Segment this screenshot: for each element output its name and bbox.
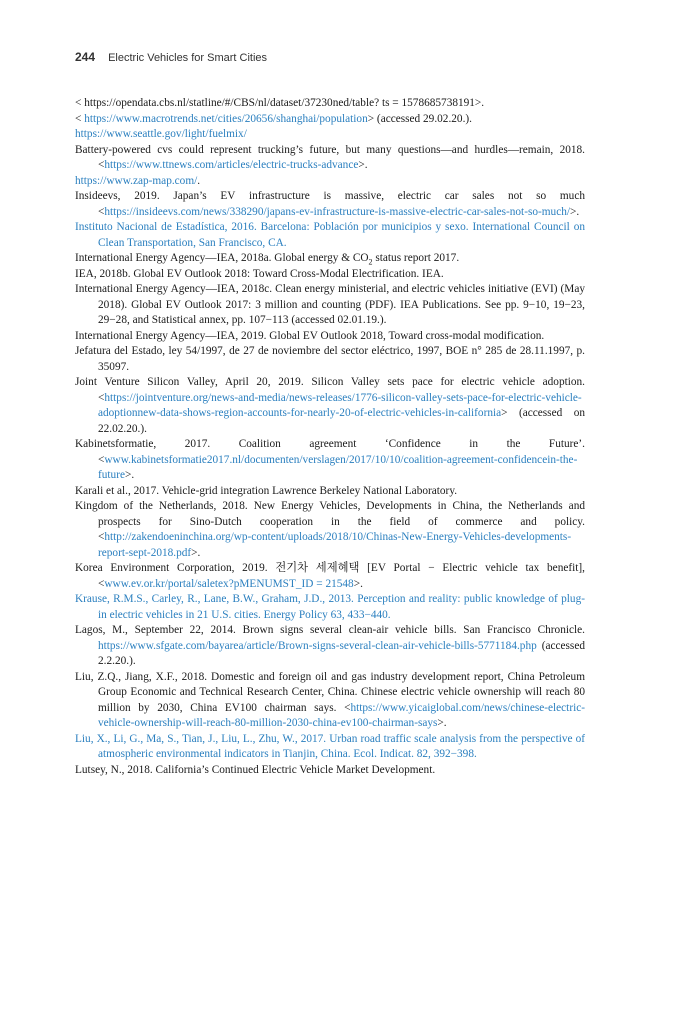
reference-entry — [75, 499, 585, 561]
reference-entry — [75, 763, 585, 779]
reference-url-link[interactable]: www.ev.or.kr/portal/saletex?pMENUMST_ID = 21548 — [104, 577, 354, 590]
reference-linked-citation[interactable]: Liu, X., Li, G., Ma, S., Tian, J., Liu, L., Zhu, W., 2017. Urban road traffic scale analysis from the perspective of atmospheric environmental indicators in Tianjin, China. Ecol. Indicat. 82, 392−398. — [75, 732, 585, 760]
reference-text: >. — [570, 205, 580, 218]
reference-linked-citation[interactable]: Instituto Nacional de Estadística, 2016. Barcelona: Población por municipios y sexo. International Council on Clean Transportation, San Francisco, CA. — [75, 221, 585, 249]
reference-entry — [75, 484, 585, 500]
reference-entry — [75, 251, 585, 267]
reference-text: >. — [124, 469, 135, 481]
running-header — [75, 50, 267, 64]
reference-text: >. — [353, 577, 363, 590]
reference-url-link[interactable]: www.kabinetsformatie2017.nl/documenten/verslagen/2017/10/10/coalition-agreement-confidencein-the-future — [98, 453, 578, 481]
reference-text: International Energy Agency—IEA, 2018a. Global energy & CO — [75, 252, 369, 264]
reference-entry — [75, 561, 585, 592]
reference-entry — [75, 329, 585, 345]
reference-list — [75, 96, 585, 778]
reference-url-link[interactable]: https://www.sfgate.com/bayarea/article/Brown-signs-several-clean-air-vehicle-bills-5771184.php — [98, 639, 537, 652]
reference-url-link[interactable]: https://www.macrotrends.net/cities/20656/shanghai/population — [84, 112, 368, 125]
reference-entry — [75, 592, 585, 623]
reference-url-link[interactable]: https://www.zap-map.com/ — [75, 174, 198, 187]
reference-text: Korea Environment Corporation, 2019. 전기차 세제혜택 [EV Portal − Electric vehicle tax benefit], < — [75, 562, 585, 590]
reference-text: >. — [437, 717, 447, 729]
reference-text: < — [75, 112, 85, 125]
reference-entry — [75, 143, 585, 174]
reference-text: >. — [358, 159, 368, 171]
reference-text: International Energy Agency—IEA, 2018c. Clean energy ministerial, and electric vehicles initiative (EVI) (May 2018). Global EV Outlook 2017: 3 million and counting (PDF). IEA Publications. See pp. 9−10, 19−23, 29−28, and Statistical annex, pp. 107−113 (accessed 02.01.19.). — [75, 283, 585, 326]
reference-entry — [75, 375, 585, 437]
reference-text: International Energy Agency—IEA, 2019. Global EV Outlook 2018, Toward cross-modal modification. — [75, 329, 545, 342]
reference-entry — [75, 437, 585, 484]
reference-text: >. — [191, 546, 201, 559]
reference-url-link[interactable]: https://www.seattle.gov/light/fuelmix/ — [75, 128, 247, 140]
reference-url-link[interactable]: https://www.yicaiglobal.com/news/chinese-electric-vehicle-ownership-will-reach-80-million-2030-china-ev100-chairman-says — [98, 701, 585, 729]
reference-url-link[interactable]: https://jointventure.org/news-and-media/news-releases/1776-silicon-valley-sets-pace-for-electric-vehicle-adoptionnew-data-shows-region-accounts-for-nearly-20-of-electric-vehicles-in-california — [98, 391, 582, 419]
reference-entry — [75, 174, 585, 190]
reference-entry — [75, 670, 585, 732]
subscript: 2 — [368, 257, 373, 267]
reference-entry — [75, 112, 585, 128]
reference-entry — [75, 282, 585, 329]
reference-text: Liu, Z.Q., Jiang, X.F., 2018. Domestic and foreign oil and gas industry development report, China Petroleum Group Economic and Technical Research Center, China. Chinese electric vehicle ownership will reach 80 million by 2030, China EV100 chairman says. < — [75, 670, 585, 714]
reference-entry — [75, 267, 585, 283]
reference-text: Insideevs, 2019. Japan’s EV infrastructure is massive, electric car sales not so much < — [75, 190, 585, 218]
reference-entry — [75, 732, 585, 763]
reference-text: Lagos, M., September 22, 2014. Brown signs several clean-air vehicle bills. San Francisco Chronicle. — [75, 624, 585, 636]
reference-entry — [75, 623, 585, 670]
reference-entry — [75, 220, 585, 251]
reference-url-link[interactable]: https://insideevs.com/news/338290/japans-ev-infrastructure-is-massive-electric-car-sales-not-so-much/ — [104, 205, 570, 218]
reference-text: IEA, 2018b. Global EV Outlook 2018: Toward Cross-Modal Electrification. IEA. — [75, 267, 444, 280]
reference-text: Lutsey, N., 2018. California’s Continued Electric Vehicle Market Development. — [75, 763, 436, 776]
reference-text: Karali et al., 2017. Vehicle-grid integration Lawrence Berkeley National Laboratory. — [75, 484, 458, 497]
reference-text: > (accessed on 22.02.20.). — [98, 407, 585, 435]
reference-text: < https://opendata.cbs.nl/statline/#/CBS/nl/dataset/37230ned/table? ts = 1578685738191>. — [75, 97, 485, 109]
reference-url-link[interactable]: https://www.ttnews.com/articles/electric-trucks-advance — [104, 159, 359, 171]
reference-text: Kabinetsformatie, 2017. Coalition agreement ‘Confidence in the Future’. < — [75, 438, 585, 466]
reference-url-link[interactable]: http://zakendoeninchina.org/wp-content/uploads/2018/10/Chinas-New-Energy-Vehicles-developments-report-sept-2018.pdf — [98, 531, 572, 559]
reference-text: (accessed 2.2.20.). — [98, 639, 585, 667]
reference-entry — [75, 344, 585, 375]
running-title: Electric Vehicles for Smart Cities — [108, 52, 268, 64]
page-number: 244 — [75, 50, 96, 64]
reference-text: status report 2017. — [372, 252, 460, 264]
reference-text: Kingdom of the Netherlands, 2018. New Energy Vehicles, Developments in China, the Netherlands and prospects for Sino-Dutch cooperation in the field of commerce and policy. < — [75, 500, 585, 543]
reference-text: > (accessed 29.02.20.). — [367, 112, 472, 125]
reference-entry — [75, 189, 585, 220]
reference-text: . — [197, 174, 201, 187]
reference-entry — [75, 127, 585, 143]
reference-text: Battery-powered cvs could represent trucking’s future, but many questions—and hurdles—remain, 2018. < — [75, 143, 585, 171]
reference-text: Joint Venture Silicon Valley, April 20, 2019. Silicon Valley sets pace for electric vehicle adoption. < — [75, 376, 585, 404]
reference-text: Jefatura del Estado, ley 54/1997, de 27 de noviembre del sector eléctrico, 1997, BOE n° 285 de 28.11.1997, p. 35097. — [75, 345, 585, 373]
reference-linked-citation[interactable]: Krause, R.M.S., Carley, R., Lane, B.W., Graham, J.D., 2013. Perception and reality: public knowledge of plug-in electric vehicles in 21 U.S. cities. Energy Policy 63, 433−440. — [75, 593, 585, 621]
reference-entry — [75, 96, 585, 112]
